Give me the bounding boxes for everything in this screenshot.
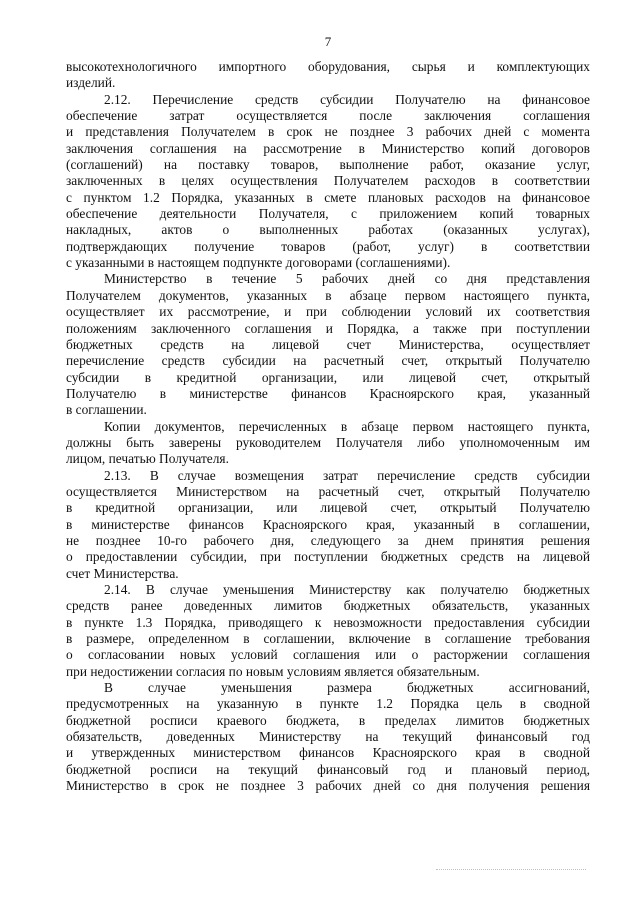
text-line: (соглашений) на поставку товаров, выполнение работ, оказание услуг, — [66, 157, 590, 173]
text-line: заключения соглашения на рассмотрение в Министерство копий договоров — [66, 140, 590, 156]
text-line: осуществляется Министерством на расчетный счет, открытый Получателю — [66, 483, 590, 499]
text-line: в пункте 1.3 Порядка, приводящего к невозможности предоставления субсидии — [66, 614, 590, 630]
text-line: обеспечение деятельности Получателя, с приложением копий товарных — [66, 206, 590, 222]
text-line: высокотехнологичного импортного оборудования, сырья и комплектующих — [66, 59, 590, 74]
page-number: 7 — [324, 34, 332, 49]
text-line: Копии документов, перечисленных в абзаце первом настоящего пункта, — [104, 418, 590, 434]
paragraph-document-copies — [66, 419, 590, 468]
paragraph-2-13 — [66, 468, 590, 582]
text-line: обеспечение затрат осуществляется после заключения соглашения — [66, 108, 590, 124]
text-line: 2.14. В случае уменьшения Министерству как получателю бюджетных — [104, 582, 590, 597]
text-line: и представления Получателем в срок не позднее 3 рабочих дней с момента — [66, 124, 590, 140]
text-line: 2.12. Перечисление средств субсидии Получателю на финансовое — [104, 91, 590, 107]
text-line: с пунктом 1.2 Порядка, указанных в смете плановых расходов на финансовое — [66, 189, 590, 205]
scan-artifact-line — [436, 869, 586, 870]
text-line: и утвержденных министерством финансов Красноярского края в сводной — [66, 745, 590, 761]
text-line: лицом, печатью Получателя. — [66, 451, 229, 467]
text-line: бюджетной росписи на текущий финансовый год и плановый период, — [66, 761, 590, 777]
text-line: в соглашении. — [66, 402, 147, 418]
text-line: обязательств, доведенных Министерству на текущий финансовый год — [66, 729, 590, 745]
text-line: бюджетных средств на лицевой счет Министерства, осуществляет — [66, 336, 590, 352]
text-line: в размере, определенном в соглашении, включение в соглашение требования — [66, 631, 590, 647]
text-line: с указанными в настоящем подпункте договорами (соглашениями). — [66, 255, 451, 271]
paragraph-continuation — [66, 59, 590, 92]
text-line: Министерство в срок не позднее 3 рабочих дней со дня получения решения — [66, 778, 590, 794]
text-line: предусмотренных на указанную в пункте 1.2 Порядка цель в сводной — [66, 696, 590, 712]
text-line: изделий. — [66, 75, 116, 91]
text-line: о предоставлении субсидии, при поступлении бюджетных средств на лицевой — [66, 549, 590, 565]
text-line: в кредитной организации, или лицевой счет, открытый Получателю — [66, 500, 590, 516]
text-line: Министерство в течение 5 рабочих дней со дня представления — [104, 271, 590, 287]
text-line: не позднее 10-го рабочего дня, следующего за днем принятия решения — [66, 532, 590, 548]
text-line: осуществляет их рассмотрение, и при соблюдении условий их соответствия — [66, 304, 590, 320]
text-line: о согласовании новых условий соглашения или о расторжении соглашения — [66, 647, 590, 663]
text-line: В случае уменьшения размера бюджетных ассигнований, — [104, 680, 590, 696]
text-line: счет Министерства. — [66, 565, 179, 581]
text-line: Получателю в министерстве финансов Красноярского края, указанный — [66, 385, 590, 401]
text-line: в министерстве финансов Красноярского края, указанный в соглашении, — [66, 516, 590, 532]
paragraph-2-12 — [66, 92, 590, 272]
text-line: накладных, актов о выполненных работах (оказанных услугах), — [66, 222, 590, 238]
text-line: перечисление средств субсидии на расчетный счет, открытый Получателю — [66, 353, 590, 369]
text-line: 2.13. В случае возмещения затрат перечисление средств субсидии — [104, 467, 590, 483]
paragraph-2-14 — [66, 582, 590, 680]
text-line: субсидии в кредитной организации, или лицевой счет, открытый — [66, 369, 590, 385]
text-line: подтверждающих получение товаров (работ, услуг) в соответствии — [66, 238, 590, 254]
text-line: должны быть заверены руководителем Получателя либо уполномоченным им — [66, 434, 590, 450]
text-line: бюджетной росписи краевого бюджета, в пределах лимитов бюджетных — [66, 712, 590, 728]
text-line: Получателем документов, указанных в абзаце первом настоящего пункта, — [66, 287, 590, 303]
text-line: заключенных в целях осуществления Получателем расходов в соответствии — [66, 173, 590, 189]
paragraph-ministry-review — [66, 271, 590, 418]
text-line: положениям заключенного соглашения и Порядка, а также при поступлении — [66, 320, 590, 336]
text-line: при недостижении согласия по новым условиям является обязательным. — [66, 663, 480, 679]
paragraph-budget-reduction — [66, 680, 590, 794]
text-line: средств ранее доведенных лимитов бюджетных обязательств, указанных — [66, 598, 590, 614]
